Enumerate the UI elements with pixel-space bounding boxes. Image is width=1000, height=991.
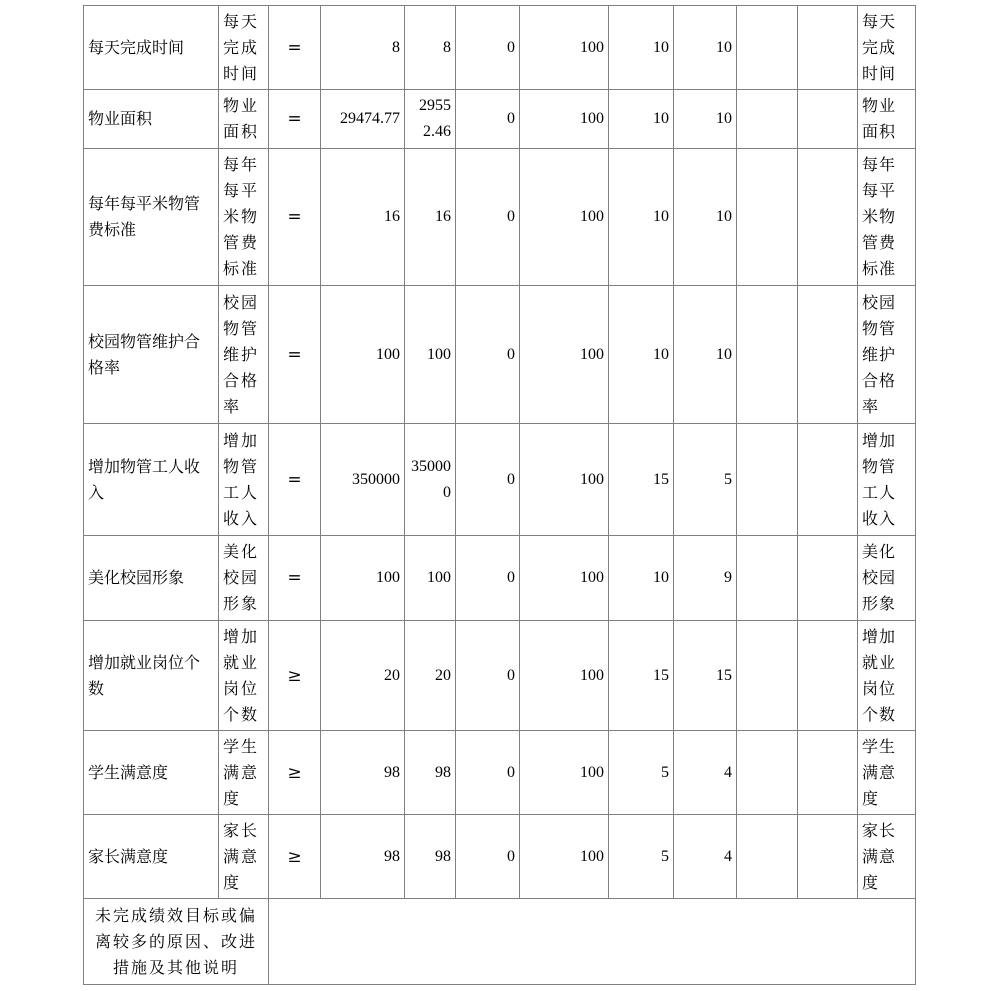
completion-rate-cell: 100 — [520, 90, 609, 149]
empty-cell — [798, 815, 858, 899]
weight-cell: 5 — [609, 731, 674, 815]
table-row — [84, 731, 916, 815]
empty-cell — [798, 731, 858, 815]
table-row — [84, 149, 916, 286]
empty-cell — [737, 6, 798, 90]
remark-cell: 增加物管工人收入 — [858, 424, 916, 536]
completion-rate-cell: 100 — [520, 424, 609, 536]
indicator-name-cell: 学生满意度 — [84, 731, 219, 815]
remark-cell: 美化校园形象 — [858, 536, 916, 621]
indicator-name-cell: 物业面积 — [84, 90, 219, 149]
indicator-name-cell: 增加物管工人收入 — [84, 424, 219, 536]
indicator-name-cell: 校园物管维护合格率 — [84, 286, 219, 424]
indicator-content-cell: 每天完成时间 — [219, 6, 269, 90]
empty-cell — [737, 536, 798, 621]
score-cell: 4 — [674, 731, 737, 815]
table-row — [84, 621, 916, 731]
empty-cell — [737, 149, 798, 286]
operator-cell: = — [269, 424, 321, 536]
operator-cell: = — [269, 536, 321, 621]
weight-cell: 15 — [609, 621, 674, 731]
actual-value-cell: 98 — [405, 815, 456, 899]
weight-cell: 10 — [609, 149, 674, 286]
table-row — [84, 286, 916, 424]
deviation-cell: 0 — [456, 149, 520, 286]
empty-cell — [737, 621, 798, 731]
weight-cell: 5 — [609, 815, 674, 899]
actual-value-cell: 8 — [405, 6, 456, 90]
empty-cell — [798, 424, 858, 536]
empty-cell — [798, 621, 858, 731]
target-value-cell: 98 — [321, 815, 405, 899]
completion-rate-cell: 100 — [520, 149, 609, 286]
indicator-content-cell: 增加就业岗位个数 — [219, 621, 269, 731]
actual-value-cell: 98 — [405, 731, 456, 815]
deviation-cell: 0 — [456, 90, 520, 149]
empty-cell — [798, 149, 858, 286]
operator-cell: = — [269, 6, 321, 90]
table-row — [84, 536, 916, 621]
operator-cell: = — [269, 286, 321, 424]
target-value-cell: 8 — [321, 6, 405, 90]
completion-rate-cell: 100 — [520, 6, 609, 90]
remark-cell: 学生满意度 — [858, 731, 916, 815]
deviation-cell: 0 — [456, 731, 520, 815]
indicator-content-cell: 增加物管工人收入 — [219, 424, 269, 536]
empty-cell — [798, 90, 858, 149]
indicator-content-cell: 家长满意度 — [219, 815, 269, 899]
table-row — [84, 424, 916, 536]
score-cell: 10 — [674, 286, 737, 424]
indicator-content-cell: 美化校园形象 — [219, 536, 269, 621]
empty-cell — [737, 286, 798, 424]
weight-cell: 10 — [609, 536, 674, 621]
empty-cell — [737, 731, 798, 815]
score-cell: 9 — [674, 536, 737, 621]
actual-value-cell: 16 — [405, 149, 456, 286]
score-cell: 15 — [674, 621, 737, 731]
indicator-content-cell: 校园物管维护合格率 — [219, 286, 269, 424]
remark-cell: 增加就业岗位个数 — [858, 621, 916, 731]
operator-cell: ≥ — [269, 815, 321, 899]
deviation-cell: 0 — [456, 6, 520, 90]
completion-rate-cell: 100 — [520, 731, 609, 815]
actual-value-cell: 100 — [405, 536, 456, 621]
target-value-cell: 98 — [321, 731, 405, 815]
deviation-cell: 0 — [456, 536, 520, 621]
actual-value-cell: 100 — [405, 286, 456, 424]
indicator-content-cell: 每年每平米物管费标准 — [219, 149, 269, 286]
operator-cell: = — [269, 90, 321, 149]
completion-rate-cell: 100 — [520, 286, 609, 424]
operator-cell: ≥ — [269, 731, 321, 815]
actual-value-cell: 29552.46 — [405, 90, 456, 149]
weight-cell: 10 — [609, 6, 674, 90]
weight-cell: 15 — [609, 424, 674, 536]
indicator-name-cell: 增加就业岗位个数 — [84, 621, 219, 731]
score-cell: 10 — [674, 90, 737, 149]
target-value-cell: 350000 — [321, 424, 405, 536]
remark-cell: 家长满意度 — [858, 815, 916, 899]
note-row — [84, 899, 916, 985]
indicator-name-cell: 每天完成时间 — [84, 6, 219, 90]
indicator-name-cell: 每年每平米物管费标准 — [84, 149, 219, 286]
score-cell: 10 — [674, 149, 737, 286]
note-label: 未完成绩效目标或偏离较多的原因、改进措施及其他说明 — [84, 899, 269, 985]
target-value-cell: 20 — [321, 621, 405, 731]
actual-value-cell: 350000 — [405, 424, 456, 536]
deviation-cell: 0 — [456, 621, 520, 731]
remark-cell: 每年每平米物管费标准 — [858, 149, 916, 286]
table-row — [84, 815, 916, 899]
deviation-cell: 0 — [456, 815, 520, 899]
actual-value-cell: 20 — [405, 621, 456, 731]
empty-cell — [798, 536, 858, 621]
empty-cell — [798, 286, 858, 424]
weight-cell: 10 — [609, 90, 674, 149]
empty-cell — [737, 90, 798, 149]
operator-cell: = — [269, 149, 321, 286]
table-row — [84, 6, 916, 90]
score-cell: 5 — [674, 424, 737, 536]
weight-cell: 10 — [609, 286, 674, 424]
score-cell: 10 — [674, 6, 737, 90]
indicator-content-cell: 物业面积 — [219, 90, 269, 149]
deviation-cell: 0 — [456, 424, 520, 536]
performance-table — [83, 5, 916, 985]
completion-rate-cell: 100 — [520, 621, 609, 731]
indicator-content-cell: 学生满意度 — [219, 731, 269, 815]
table-row — [84, 90, 916, 149]
completion-rate-cell: 100 — [520, 815, 609, 899]
empty-cell — [737, 815, 798, 899]
target-value-cell: 16 — [321, 149, 405, 286]
target-value-cell: 100 — [321, 536, 405, 621]
target-value-cell: 29474.77 — [321, 90, 405, 149]
remark-cell: 物业面积 — [858, 90, 916, 149]
empty-cell — [737, 424, 798, 536]
empty-cell — [798, 6, 858, 90]
note-content — [269, 899, 916, 985]
remark-cell: 校园物管维护合格率 — [858, 286, 916, 424]
deviation-cell: 0 — [456, 286, 520, 424]
indicator-name-cell: 家长满意度 — [84, 815, 219, 899]
table-body — [84, 6, 916, 985]
indicator-name-cell: 美化校园形象 — [84, 536, 219, 621]
target-value-cell: 100 — [321, 286, 405, 424]
operator-cell: ≥ — [269, 621, 321, 731]
remark-cell: 每天完成时间 — [858, 6, 916, 90]
score-cell: 4 — [674, 815, 737, 899]
completion-rate-cell: 100 — [520, 536, 609, 621]
